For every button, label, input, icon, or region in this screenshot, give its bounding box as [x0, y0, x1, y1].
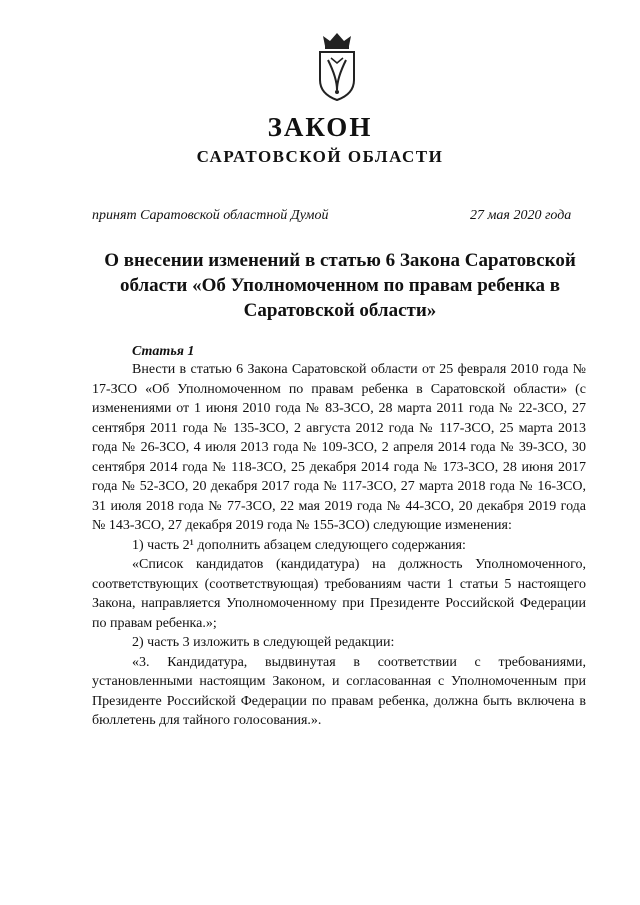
law-heading: О внесении изменений в статью 6 Закона Саратовской области «Об Уполномоченном по правам ребенка в Саратовской области»	[104, 250, 576, 321]
article-title: Статья 1	[132, 344, 195, 359]
adopted-by-text: принят Саратовской областной Думой	[92, 208, 329, 223]
law-title: ЗАКОН	[267, 112, 373, 142]
paragraph-intro: Внести в статью 6 Закона Саратовской области от 25 февраля 2010 года № 17-ЗСО «Об Уполномоченном по правам ребенка в Саратовской области» (с изменениями от 1 июня 2010 года № 83-ЗСО, 28 марта 2011 года № 22-ЗСО, 27 сентября 2011 года № 135-ЗСО, 2 августа 2012 года № 117-ЗСО, 25 марта 2013 года № 26-ЗСО, 4 июля 2013 года № 109-ЗСО, 2 апреля 2014 года № 39-ЗСО, 30 сентября 2014 года № 118-ЗСО, 25 декабря 2014 года № 173-ЗСО, 28 июня 2017 года № 52-ЗСО, 20 декабря 2017 года № 117-ЗСО, 27 марта 2018 года № 16-ЗСО, 31 июля 2018 года № 77-ЗСО, 22 мая 2019 года № 44-ЗСО, 20 декабря 2019 года № 143-ЗСО, 27 декабря 2019 года № 155-ЗСО) следующие изменения:	[92, 362, 586, 533]
paragraph-quote-2: «3. Кандидатура, выдвинутая в соответствии с требованиями, установленными настоящим Законом, и согласованная с Уполномоченным при Президенте Российской Федерации по правам ребенка, должна быть включена в бюллетень для тайного голосования.».	[92, 654, 586, 728]
region-title: САРАТОВСКОЙ ОБЛАСТИ	[196, 147, 444, 166]
paragraph-item-2: 2) часть 3 изложить в следующей редакции:	[132, 635, 395, 650]
paragraph-item-1: 1) часть 2¹ дополнить абзацем следующего содержания:	[132, 537, 466, 553]
article-body	[92, 360, 586, 731]
paragraph-quote-1: «Список кандидатов (кандидатура) на должность Уполномоченного, соответствующих (соответствующая) требованиям части 1 статьи 5 настоящего Закона, направляется Уполномоченному при Президенте Российской Федерации по правам ребенка.»;	[92, 557, 586, 631]
coat-of-arms-emblem	[315, 30, 359, 102]
adopted-date-text: 27 мая 2020 года	[470, 208, 572, 223]
